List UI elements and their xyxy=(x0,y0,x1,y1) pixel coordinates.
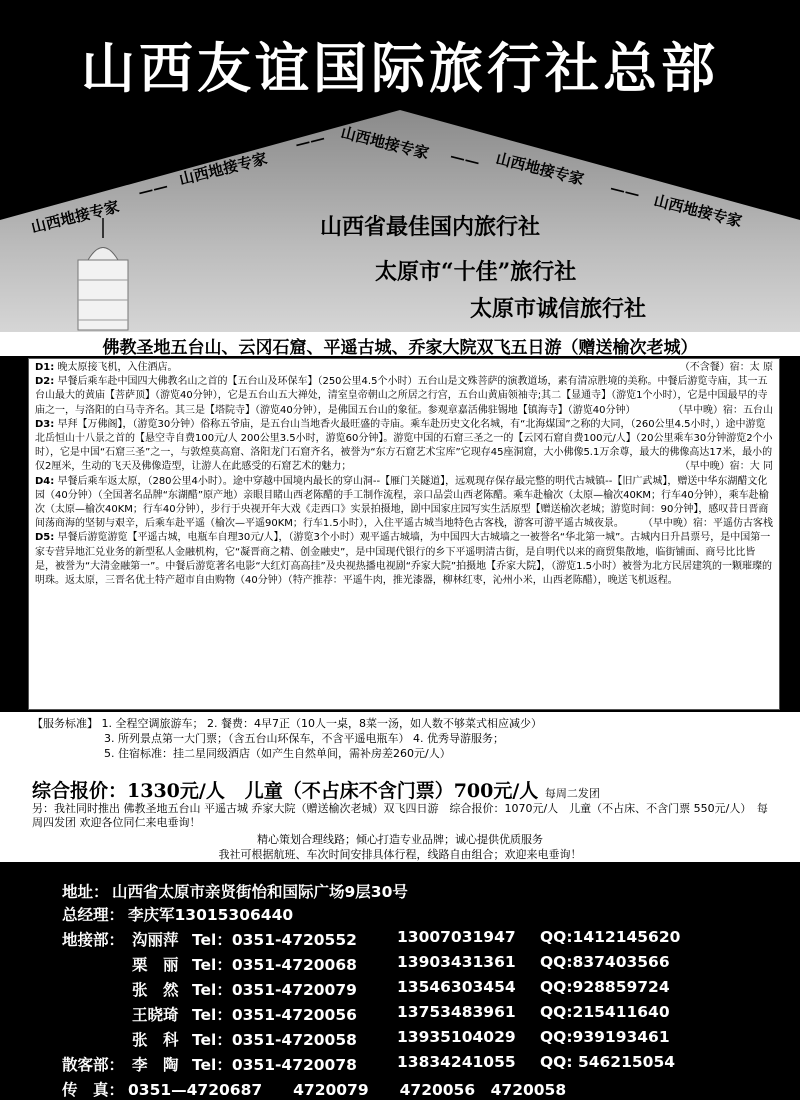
day-text: 早餐后游览游览【平遥古城，电瓶车自理30元/人】，（游览3个小时）观平遥古城墙，为中国四大古城墙之一被誉名“华北第一城”。古城内日升昌票号，是中国第一家专营异地汇兑业务的新型私人金融机构，它“凝晋商之精、创金融史”，是中国现代银行的乡下平遥明清古街，是自明代以来的商贸集散地，临街铺面、商号比比皆是，被誉为“大清金融第一”。中餐后游览著名电影“大红灯高高挂”及央视热播电视剧“乔家大院”拍摄地【乔家大院】，（游览1.5小时）被誉为北方民居建筑的一颗璀璨的明珠。返太原，三晋名优土特产超市自由购物（40分钟）（特产推荐：平遥牛肉，推光漆器，柳林红枣，沁州小米，山西老陈醋），晚送飞机返程。 xyxy=(35,532,772,587)
day-meal: （不含餐）宿：太 原 xyxy=(679,362,773,373)
price-schedule: 每周二发团 xyxy=(544,787,600,800)
contact-qq: QQ:928859724 xyxy=(540,978,670,996)
honor-2: 太原市“十佳”旅行社 xyxy=(375,259,577,285)
day-text: 晚太原接飞机，入住酒店。 xyxy=(57,362,178,373)
contact-tel: Tel：0351-4720079 xyxy=(192,981,357,999)
contact-qq: QQ:215411640 xyxy=(540,1003,670,1021)
contact-mobile: 13935104029 xyxy=(397,1028,516,1046)
contact-mobile: 13546303454 xyxy=(397,978,516,996)
contact-mobile: 13903431361 xyxy=(397,953,516,971)
fax-label: 传 真： xyxy=(62,1081,125,1099)
route-title: 佛教圣地五台山、云冈石窟、平遥古城、乔家大院双飞五日游（赠送榆次老城） xyxy=(102,338,698,358)
contact-qq: QQ:939193461 xyxy=(540,1028,670,1046)
banner xyxy=(0,110,800,340)
slogan-dash: —— xyxy=(608,178,642,204)
contact-tel: Tel：0351-4720068 xyxy=(192,956,357,974)
day-meal: （早中晚）宿：五台山 xyxy=(673,404,773,416)
contact-name: 栗 丽 xyxy=(132,956,179,974)
day-label: D1: xyxy=(35,362,55,373)
notes-section xyxy=(0,712,800,876)
extra-tour: 另：我社同时推出 佛教圣地五台山 平遥古城 乔家大院（赠送榆次老城）双飞四日游 综合报价：1070元/人 儿童（不占床、不含门票 550元/人） 每周四发团 欢迎各位同仁来电垂询！ xyxy=(32,802,768,829)
service-item: 3. 所列景点第一大门票；（含五台山环保车，不含平遥电瓶车） xyxy=(104,732,410,745)
fax-numbers: 0351—4720687 4720079 4720056 4720058 xyxy=(128,1081,567,1099)
price-line xyxy=(32,776,600,803)
contact-qq: QQ:1412145620 xyxy=(540,928,681,946)
address-label: 地址： xyxy=(62,883,109,901)
page-title: 山西友谊国际旅行社总部 xyxy=(81,36,719,100)
slogan: 山西地接专家 xyxy=(177,149,269,189)
contact-tel: Tel：0351-4720078 xyxy=(192,1056,357,1074)
slogan: 山西地接专家 xyxy=(339,123,431,163)
route-bar xyxy=(0,332,800,356)
itinerary-day xyxy=(35,361,773,375)
day-text: 早餐后乘车返太原，（280公里4小时）。途中穿越中国境内最长的穿山洞--【雁门关隧道】，远观现存保存最完整的明代古城镇--【旧广武城】，赠送中华东湖醋文化园（40分钟）（全国著名品牌“东湖醋”原产地）亲眼目睹山西老陈醋的手工制作流程，亲口品尝山西老陈醋。乘车赴榆次（太原—榆次40KM；行车40分钟），乘车赴榆次（太原—榆次40KM；行车40分钟），步行于央视开年大戏《走西口》实景拍摄地，剧中国家庄园写实生活原型【赠送榆次老城；游览时间：90分钟】，感叹昔日晋商间荡商海的坚韧与艰辛，后乘车赴平遥（榆次—平遥90KM；行车1.5小时），入住平遥古城当地特色古客栈，游客可游平遥古城夜景。 xyxy=(35,475,769,530)
contact-name: 张 科 xyxy=(132,1031,179,1049)
honor-1: 山西省最佳国内旅行社 xyxy=(320,214,541,240)
slogan: 山西地接专家 xyxy=(652,191,744,231)
service-item: 4. 优秀导游服务； xyxy=(413,732,504,745)
contact-name: 沟丽萍 xyxy=(132,931,179,949)
manager-label: 总经理： xyxy=(62,906,125,924)
contact-name: 李 陶 xyxy=(132,1056,179,1074)
contact-tel: Tel：0351-4720552 xyxy=(192,931,357,949)
price-adult: 综合报价：1330元/人 xyxy=(32,780,225,802)
address: 山西省太原市亲贤街怡和国际广场9层30号 xyxy=(112,883,408,901)
dept-label: 地接部： xyxy=(62,931,125,949)
itinerary xyxy=(28,358,780,710)
contact-qq: QQ: 546215054 xyxy=(540,1053,676,1071)
itinerary-day xyxy=(35,375,773,418)
contact-mobile: 13007031947 xyxy=(397,928,516,946)
honor-3: 太原市诚信旅行社 xyxy=(470,296,647,322)
promise xyxy=(0,832,800,877)
day-label: D5: xyxy=(35,532,55,544)
itinerary-day xyxy=(35,475,773,532)
contact-name: 王晓琦 xyxy=(132,1006,179,1024)
day-meal: （早中晚）宿：大 同 xyxy=(679,461,773,473)
slogan-dash: —— xyxy=(136,176,170,202)
service-standards xyxy=(32,716,772,761)
day-label: D3: xyxy=(35,418,55,430)
slogan: 山西地接专家 xyxy=(494,149,586,189)
service-item: 5. 住宿标准：挂二星同级酒店（如产生自然单间，需补房差260元/人） xyxy=(104,747,451,760)
itinerary-day xyxy=(35,531,773,588)
day-label: D4: xyxy=(35,475,55,487)
promise-line: 精心策划合理线路；倾心打造专业品牌；诚心提供优质服务 xyxy=(257,833,543,846)
service-item: 2. 餐费：4早7正（10人一桌，8菜一汤，如人数不够菜式相应减少） xyxy=(207,717,542,730)
day-meal: （早中晚）宿：平遥仿古客栈 xyxy=(643,518,773,530)
contact-qq: QQ:837403566 xyxy=(540,953,670,971)
contact-mobile: 13834241055 xyxy=(397,1053,516,1071)
service-item: 1. 全程空调旅游车； xyxy=(101,717,204,730)
promise-line: 五台山/大同/平遥古城/乔家大院/常家庄园/王家大院/绵山/大寨/壶口/洪洞大槐树/内蒙草原/沙漠等景点可任意组合 xyxy=(126,863,674,876)
day-text: 早拜【万佛阁】，（游览30分钟）俗称五爷庙，是五台山当地香火最旺盛的寺庙。乘车赴历史文化名城，有“北海煤国”之称的大同，（260公里4.5小时，）途中游览北岳恒山十八景之首的【悬空寺自费100元/人 200公里3.5小时，游览60分钟】。游览中国的石窟三圣之一的【云冈石窟自费100元/人】（20公里乘车30分钟游览2个小时），它是中国“石窟三圣”之一，与敦煌莫高窟、洛阳龙门石窟齐名，被誉为“东方石窟艺术宝库”它现存45座洞窟，大小佛像5.1万余尊，最大的佛像高达17米，最小的仅2厘米，生动的飞天及佛像造型，让游人在此感受的石窟艺术的魅力； xyxy=(35,418,773,473)
itinerary-day xyxy=(35,418,773,475)
contact-tel: Tel：0351-4720058 xyxy=(192,1031,357,1049)
retail-label: 散客部： xyxy=(62,1056,125,1074)
slogan: 山西地接专家 xyxy=(29,197,121,237)
contact-name: 张 然 xyxy=(132,981,179,999)
slogan-dash: —— xyxy=(293,128,327,154)
price-child: 儿童（不占床不含门票）700元/人 xyxy=(244,780,539,802)
slogan-dash: —— xyxy=(448,146,482,172)
contact-mobile: 13753483961 xyxy=(397,1003,516,1021)
contact-tel: Tel：0351-4720056 xyxy=(192,1006,357,1024)
day-text: 早餐后乘车赴中国四大佛教名山之首的【五台山及环保车】（250公里4.5个小时）五台山是文殊菩萨的演教道场，素有清凉胜境的美称。中餐后游览寺庙，其一五台山最大的黄庙【菩萨顶】（游览40分钟），它是五台山五大禅处，清室皇帝朝山之所居之行宫，五台山黄庙领袖寺;其二【显通寺】（游览1个小时），它是中国最早的寺庙之一，与洛阳的白马寺齐名。其三是【塔院寺】（游览40分钟），是佛国五台山的象征。参观章嘉活佛驻锡地【镇海寺】（游览40分钟） xyxy=(35,376,768,416)
promise-line: 我社可根据航班、车次时间安排具体行程，线路自由组合；欢迎来电垂询！ xyxy=(218,848,582,861)
manager: 李庆军13015306440 xyxy=(128,906,294,924)
day-label: D2: xyxy=(35,376,55,388)
service-label: 【服务标准】 xyxy=(32,717,98,730)
